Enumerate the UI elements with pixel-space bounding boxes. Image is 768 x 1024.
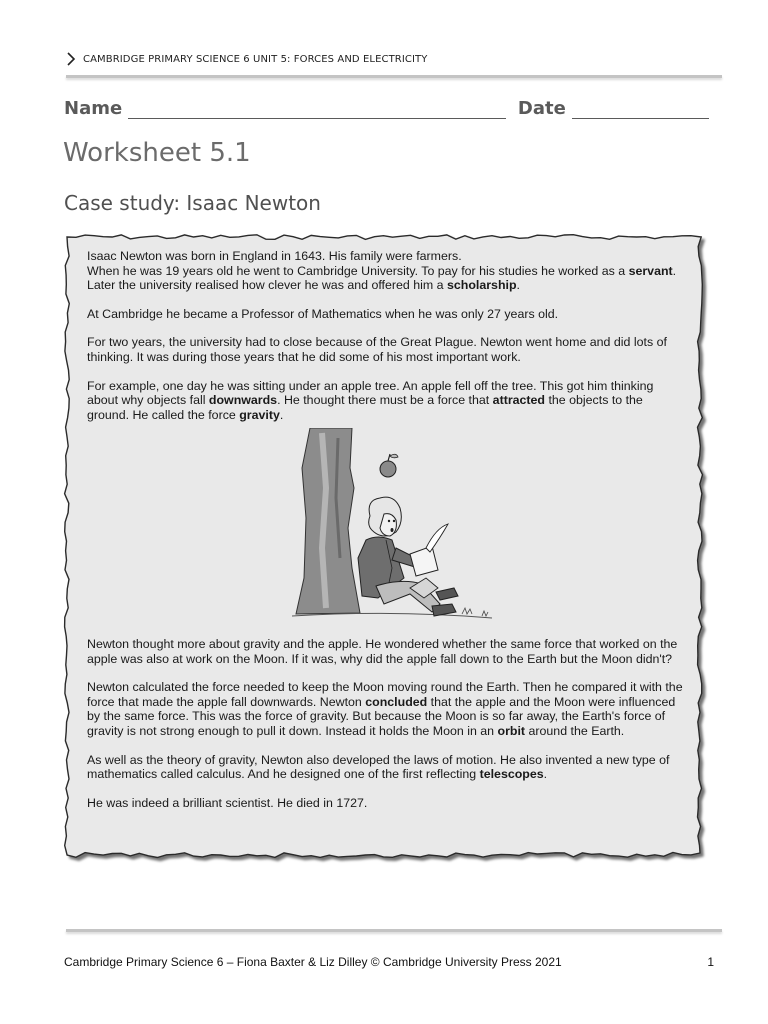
keyword-downwards: downwards <box>208 393 278 408</box>
newton-figure <box>358 497 488 616</box>
worksheet-title: Worksheet 5.1 <box>63 138 251 168</box>
paragraph-7 <box>87 753 685 782</box>
footer-credit: Cambridge Primary Science 6 – Fiona Baxter & Liz Dilley © Cambridge University Press 2021 <box>64 955 562 969</box>
paragraph-6 <box>87 680 685 738</box>
keyword-scholarship: scholarship <box>446 278 517 293</box>
keyword-attracted: attracted <box>492 393 546 408</box>
p7-end: . <box>543 767 548 782</box>
newton-apple-tree-illustration <box>292 428 502 633</box>
p6-end: around the Earth. <box>525 723 625 738</box>
p4-part-c: the objects to the ground. He called the force <box>87 393 643 422</box>
apple-icon <box>380 454 398 477</box>
paragraph-2: At Cambridge he became a Professor of Mathematics when he was only 27 years old. <box>87 306 559 321</box>
p6-part-a: Newton calculated the force needed to keep the Moon moving round the Earth. Then he compared it with the force that made the apple fall downwards. Newton <box>87 680 683 709</box>
paragraph-4 <box>87 379 685 423</box>
paragraph-8: He was indeed a brilliant scientist. He died in 1727. <box>87 795 368 810</box>
p1-end: . <box>516 278 520 293</box>
paragraph-1 <box>87 249 685 293</box>
keyword-servant: servant <box>628 263 673 278</box>
keyword-concluded: concluded <box>365 694 428 709</box>
case-study-text-bottom <box>87 637 685 810</box>
p7-part-a: As well as the theory of gravity, Newton also developed the laws of motion. He also invented a new type of mathematics called calculus. And he designed one of the first reflecting <box>87 752 670 782</box>
paragraph-5: Newton thought more about gravity and the apple. He wondered whether the same force that worked on the apple was also at work on the Moon. If it was, why did the apple fall down to the Earth but the Moon didn't? <box>87 637 678 666</box>
p4-part-b: . He thought there must be a force that <box>277 393 493 408</box>
page-number: 1 <box>707 955 714 969</box>
running-head-text: CAMBRIDGE PRIMARY SCIENCE 6 UNIT 5: FORCES AND ELECTRICITY <box>83 53 428 65</box>
p1-line2: When he was 19 years old he went to Cambridge University. To pay for his studies he worked as a <box>87 263 626 278</box>
p1-line3: . Later the university realised how clever he was and offered him a <box>87 263 677 293</box>
case-study-text-top <box>87 249 685 422</box>
paragraph-3: For two years, the university had to close because of the Great Plague. Newton went home and did lots of thinking. It was during those years that he did some of his most important work. <box>87 335 667 364</box>
p1-line1: Isaac Newton was born in England in 1643. His family were farmers. <box>87 249 462 263</box>
keyword-telescopes: telescopes <box>479 767 544 782</box>
footer <box>64 955 714 969</box>
keyword-orbit: orbit <box>497 723 526 738</box>
footer-rule <box>66 929 722 932</box>
case-study-title: Case study: Isaac Newton <box>64 191 321 215</box>
p6-part-b: that the apple and the Moon were influenced by the same force. This was the force of gravity. But because the Moon is so far away, the Earth's force of gravity is not strong enough to pull it down. Instead it holds the Moon in an <box>87 694 676 738</box>
date-label: Date <box>517 98 566 119</box>
p4-end: . <box>279 407 284 422</box>
name-label: Name <box>64 98 123 119</box>
keyword-gravity: gravity <box>239 407 280 422</box>
p4-part-a: For example, one day he was sitting under an apple tree. An apple fell off the tree. This got him thinking about why objects fall <box>87 378 654 408</box>
